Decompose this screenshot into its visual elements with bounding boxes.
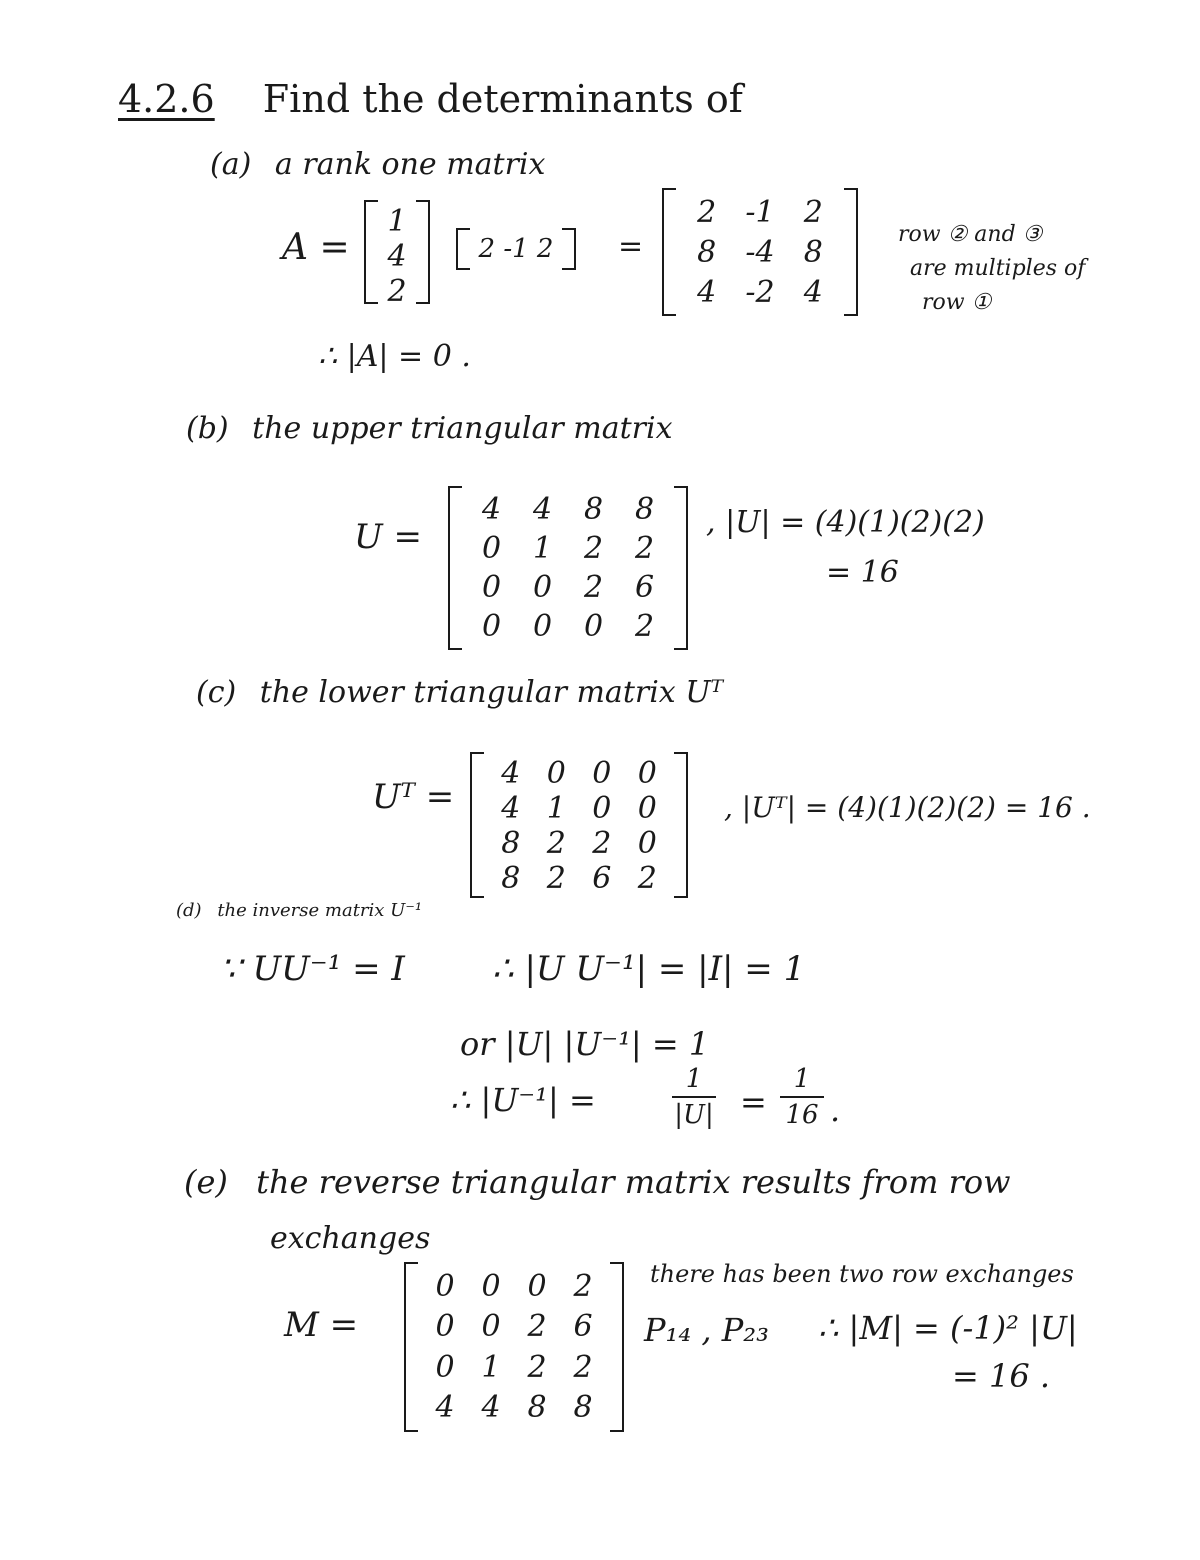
part-d-label: (d) [176, 900, 202, 921]
fraction-numerator: 1 [685, 1064, 703, 1094]
matrix-entry: 0 [637, 826, 657, 861]
matrix-entry: 4 [532, 492, 553, 527]
matrix-entry: 1 [481, 1349, 501, 1385]
rank-one-matrix [662, 188, 858, 316]
matrix-entry: 0 [532, 570, 553, 605]
part-d-equals: = [740, 1083, 767, 1121]
matrix-entry: -2 [745, 274, 775, 310]
matrix-entry: 0 [583, 609, 604, 644]
part-b-description: the upper triangular matrix [252, 411, 673, 446]
part-b-determinant-value: = 16 [826, 555, 899, 590]
part-c-description: the lower triangular matrix Uᵀ [259, 675, 724, 710]
matrix-entry: 8 [803, 234, 823, 270]
matrix-entry: 2 [697, 194, 717, 230]
fraction-denominator: 16 [785, 1100, 819, 1130]
matrix-entry: 0 [546, 756, 566, 791]
fraction-numerator: 1 [793, 1064, 811, 1094]
matrix-entry: 0 [481, 1309, 501, 1345]
matrix-entry: 0 [527, 1268, 547, 1304]
fraction-one-over-det-u [672, 1064, 716, 1130]
part-a-equals: = [618, 229, 644, 264]
part-a-lhs: A = [282, 227, 350, 268]
part-e-description-2: exchanges [270, 1221, 431, 1256]
matrix-entry: 4 [803, 274, 823, 310]
matrix-entry: 6 [573, 1309, 593, 1345]
matrix-entry: 4 [481, 1390, 501, 1426]
matrix-entry: 8 [697, 234, 717, 270]
part-d-period: . [830, 1091, 841, 1129]
part-d-line-1-left: ∵ UU⁻¹ = I [220, 949, 405, 989]
part-e-determinant-value: = 16 . [952, 1357, 1051, 1395]
matrix-entry: 2 [583, 570, 604, 605]
matrix-entry: 0 [532, 609, 553, 644]
part-b-lhs: U = [354, 517, 422, 557]
matrix-entry: 2 [592, 826, 612, 861]
part-e-lhs: M = [284, 1305, 359, 1345]
matrix-entry: 2 [527, 1349, 547, 1385]
part-e-heading [184, 1163, 1011, 1201]
matrix-entry: 2 [634, 609, 655, 644]
part-a-conclusion: ∴ |A| = 0 . [318, 339, 471, 374]
matrix-entry: 4 [481, 492, 502, 527]
part-d-heading [176, 902, 422, 920]
matrix-entry: -1 [745, 194, 775, 230]
matrix-entry: 0 [592, 756, 612, 791]
matrix-entry: 8 [583, 492, 604, 527]
matrix-entry: 4 [501, 791, 521, 826]
matrix-entry: 0 [435, 1268, 455, 1304]
reverse-triangular-matrix [404, 1262, 624, 1432]
part-a-description: a rank one matrix [274, 147, 546, 182]
matrix-entry: 6 [634, 570, 655, 605]
part-e-description-1: the reverse triangular matrix results from row [256, 1163, 1011, 1201]
problem-heading [118, 77, 743, 121]
problem-statement: Find the determinants of [262, 77, 743, 121]
matrix-entry: 2 [573, 1268, 593, 1304]
fraction-denominator: |U| [674, 1100, 714, 1130]
matrix-entry: 0 [592, 791, 612, 826]
matrix-entry: 2 [573, 1349, 593, 1385]
matrix-entry: 0 [481, 1268, 501, 1304]
matrix-entry: 2 [546, 861, 566, 896]
matrix-entry: 0 [637, 791, 657, 826]
matrix-entry: 8 [634, 492, 655, 527]
matrix-entry: 2 [527, 1309, 547, 1345]
part-d-line-3-left: ∴ |U⁻¹| = [450, 1081, 596, 1119]
matrix-entry: 2 [583, 531, 604, 566]
matrix-entry: 8 [573, 1390, 593, 1426]
part-a-label: (a) [210, 147, 252, 182]
matrix-entry: 8 [501, 861, 521, 896]
part-a-note-1: row ② and ③ [898, 222, 1043, 247]
matrix-entry: 1 [532, 531, 553, 566]
vector-entry: 4 [387, 239, 407, 274]
part-c-heading [196, 675, 724, 710]
fraction-one-over-sixteen [780, 1064, 824, 1130]
matrix-entry: 4 [435, 1390, 455, 1426]
part-b-heading [186, 411, 673, 446]
matrix-entry: 6 [592, 861, 612, 896]
upper-triangular-matrix [448, 486, 688, 650]
part-b-determinant: , |U| = (4)(1)(2)(2) [706, 505, 985, 540]
matrix-entry: 0 [637, 756, 657, 791]
part-b-label: (b) [186, 411, 229, 446]
part-d-description: the inverse matrix U⁻¹ [217, 900, 423, 921]
part-c-label: (c) [196, 675, 237, 710]
vector-entry: 2 [387, 274, 407, 309]
matrix-entry: 0 [435, 1309, 455, 1345]
part-c-determinant: , |Uᵀ| = (4)(1)(2)(2) = 16 . [724, 791, 1091, 824]
part-d-line-2: or |U| |U⁻¹| = 1 [460, 1025, 710, 1063]
matrix-entry: 2 [546, 826, 566, 861]
matrix-entry: 8 [527, 1390, 547, 1426]
matrix-entry: 4 [697, 274, 717, 310]
matrix-entry: 2 [634, 531, 655, 566]
matrix-entry: 0 [481, 609, 502, 644]
part-d-line-1-right: ∴ |U U⁻¹| = |I| = 1 [492, 949, 806, 989]
matrix-entry: 0 [481, 531, 502, 566]
matrix-entry: 4 [501, 756, 521, 791]
part-a-note-3: row ① [922, 290, 992, 315]
row-vector-entries: 2 -1 2 [478, 234, 554, 264]
matrix-entry: 1 [546, 791, 566, 826]
matrix-entry: 2 [637, 861, 657, 896]
matrix-entry: 0 [481, 570, 502, 605]
row-vector [456, 228, 576, 270]
part-e-label: (e) [184, 1163, 228, 1201]
permutation-matrices: P₁₄ , P₂₃ [644, 1311, 769, 1349]
vector-entry: 1 [387, 204, 407, 239]
matrix-entry: 8 [501, 826, 521, 861]
column-vector [364, 200, 430, 309]
matrix-entry: 0 [435, 1349, 455, 1385]
part-e-note: there has been two row exchanges [650, 1260, 1074, 1288]
matrix-entry: 2 [803, 194, 823, 230]
matrix-entry: -4 [745, 234, 775, 270]
part-e-determinant: ∴ |M| = (-1)² |U| [818, 1309, 1078, 1347]
part-c-lhs: Uᵀ = [372, 777, 455, 817]
part-a-note-2: are multiples of [910, 256, 1086, 281]
part-a-heading [210, 147, 546, 182]
problem-number: 4.2.6 [118, 77, 215, 121]
lower-triangular-matrix [470, 752, 688, 898]
